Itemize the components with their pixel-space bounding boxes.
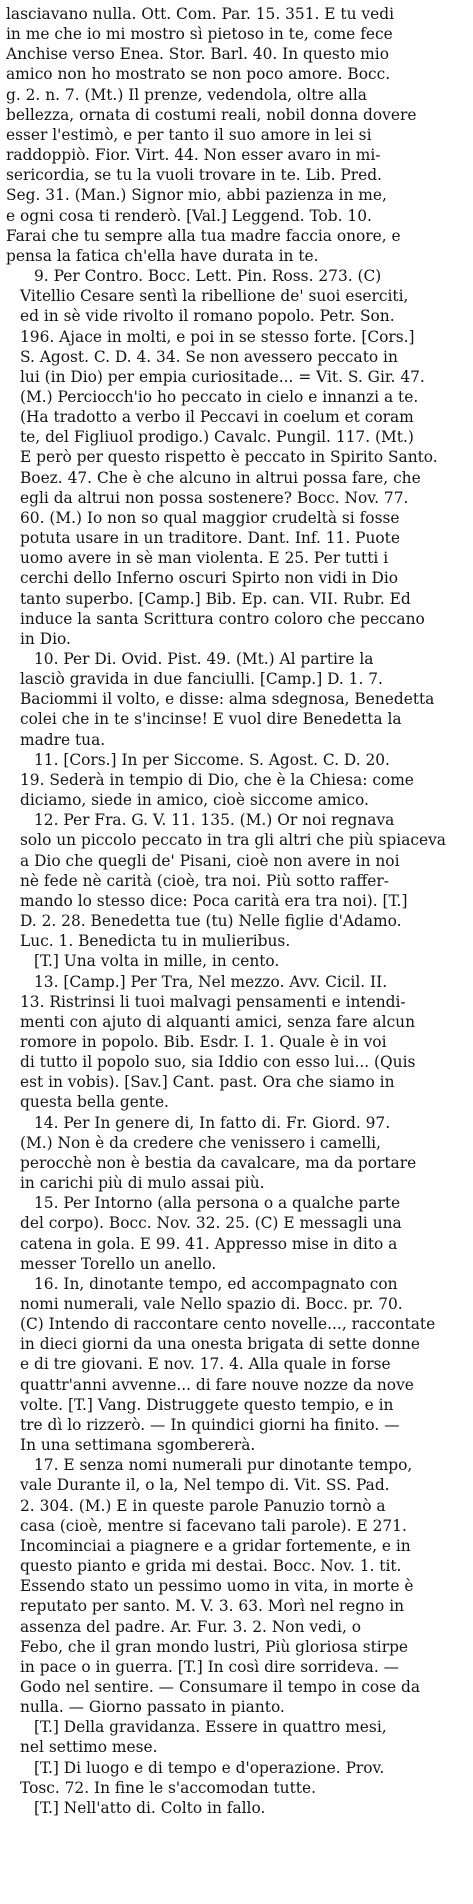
sense-14-in-genere-di [6, 1113, 463, 1194]
text-line: assenza del padre. Ar. Fur. 3. 2. Non vedi, o [20, 1617, 361, 1636]
text-line: e ogni cosa ti renderò. [Val.] Leggend. Tob. 10. [6, 206, 372, 225]
text-line: madre tua. [20, 730, 106, 749]
text-line: 2. 304. (M.) E in queste parole Panuzio tornò a [20, 1496, 386, 1515]
text-line: pensa la fatica ch'ella have durata in te. [6, 246, 319, 265]
text-line: lui (in Dio) per empia curiositade... = Vit. S. Gir. 47. [20, 367, 425, 386]
text-line: in carichi più di mulo assai più. [20, 1174, 265, 1193]
text-line: nè fede nè carità (cioè, tra noi. Più sotto raffer- [20, 871, 389, 890]
text-line: 16. In, dinotante tempo, ed accompagnato con [34, 1274, 398, 1293]
text-line: perocchè non è bestia da cavalcare, ma da portare [20, 1153, 417, 1172]
text-line: esser l'estimò, e per tanto il suo amore in lei si [6, 125, 372, 144]
text-line: nulla. — Giorno passato in pianto. [20, 1698, 285, 1717]
text-line: [T.] Di luogo e di tempo e d'operazione. Prov. [34, 1758, 385, 1777]
text-line: (M.) Non è da credere che venissero i camelli, [20, 1133, 381, 1152]
text-line: Godo nel sentire. — Consumare il tempo in cose da [20, 1677, 421, 1696]
text-line: Tosc. 72. In fine le s'accomodan tutte. [20, 1778, 316, 1797]
text-line: te, del Figliuol prodigo.) Cavalc. Pungil. 117. (Mt.) [20, 428, 414, 447]
sense-12-note [6, 951, 463, 971]
text-line: in dieci giorni da una onesta brigata di sette donne [20, 1335, 420, 1354]
text-line: vale Durante il, o la, Nel tempo di. Vit. SS. Pad. [20, 1476, 390, 1495]
text-line: [T.] Della gravidanza. Essere in quattro mesi, [34, 1718, 387, 1737]
text-line: E però per questo rispetto è peccato in Spirito Santo. [20, 448, 438, 467]
text-line: raddoppiò. Fior. Virt. 44. Non esser avaro in mi- [6, 146, 381, 165]
text-line: Luc. 1. Benedicta tu in mulieribus. [20, 932, 291, 951]
text-line: colei che in te s'incinse! E vuol dire Benedetta la [20, 710, 402, 729]
text-line: Boez. 47. Che è che alcuno in altrui possa fare, che [20, 468, 421, 487]
text-line: casa (cioè, mentre si facevano tali parole). E 271. [20, 1516, 407, 1535]
sense-12-per-fra [6, 810, 463, 951]
text-line: nel settimo mese. [20, 1738, 158, 1757]
text-line: Febo, che il gran mondo lustri, Più gloriosa stirpe [20, 1637, 409, 1656]
text-line: menti con ajuto di alquanti amici, senza fare alcun [20, 1012, 416, 1031]
text-line: Vitellio Cesare sentì la ribellione de' suoi eserciti, [20, 287, 409, 306]
text-line: Farai che tu sempre alla tua madre faccia onore, e [6, 226, 401, 245]
text-line: 19. Sederà in tempio di Dio, che è la Chiesa: come [20, 770, 414, 789]
entry-continuation [6, 4, 463, 266]
text-line: S. Agost. C. D. 4. 34. Se non avessero peccato in [20, 347, 398, 366]
text-line: lasciò gravida in due fanciulli. [Camp.] D. 1. 7. [20, 670, 383, 689]
sense-17-nell-atto-di [6, 1798, 463, 1818]
text-line: ed in sè vide rivolto il romano popolo. Petr. Son. [20, 307, 395, 326]
text-line: a Dio che quegli de' Pisani, cioè non avere in noi [20, 851, 400, 870]
text-line: 196. Ajace in molti, e poi in se stesso forte. [Cors.] [20, 327, 415, 346]
text-line: Essendo stato un pessimo uomo in vita, in morte è [20, 1577, 414, 1596]
text-line: [T.] Una volta in mille, in cento. [34, 952, 280, 971]
text-line: 14. Per In genere di, In fatto di. Fr. Giord. 97. [34, 1113, 391, 1132]
text-line: 9. Per Contro. Bocc. Lett. Pin. Ross. 273. (C) [34, 267, 382, 286]
text-line: catena in gola. E 99. 41. Appresso mise in dito a [20, 1234, 398, 1253]
text-line: di tutto il popolo suo, sia Iddio con esso lui... (Quis [20, 1053, 416, 1072]
text-line: 60. (M.) Io non so qual maggior crudeltà si fosse [20, 508, 400, 527]
text-line: In una settimana sgombererà. [20, 1436, 256, 1455]
text-line: quattr'anni avvenne... di fare nouve nozze da nove [20, 1375, 414, 1394]
text-line: 13. [Camp.] Per Tra, Nel mezzo. Avv. Cicil. II. [34, 972, 388, 991]
text-line: in Dio. [20, 629, 71, 648]
text-line: bellezza, ornata di costumi reali, nobil donna dovere [6, 105, 417, 124]
text-line: tanto superbo. [Camp.] Bib. Ep. can. VII. Rubr. Ed [20, 589, 411, 608]
text-line: Seg. 31. (Man.) Signor mio, abbi pazienza in me, [6, 186, 387, 205]
text-line: 10. Per Di. Ovid. Pist. 49. (Mt.) Al partire la [34, 650, 374, 668]
text-line: in pace o in guerra. [T.] In così dire sorrideva. — [20, 1657, 400, 1676]
text-line: 17. E senza nomi numerali pur dinotante tempo, [34, 1456, 413, 1475]
text-line: (M.) Perciocch'io ho peccato in cielo e innanzi a te. [20, 387, 419, 406]
text-line: (Ha tradotto a verbo il Peccavi in coelum et coram [20, 408, 414, 427]
text-line: D. 2. 28. Benedetta tue (tu) Nelle figlie d'Adamo. [20, 912, 402, 931]
text-line: questa bella gente. [20, 1093, 169, 1112]
text-line: cerchi dello Inferno oscuri Spirto non vidi in Dio [20, 569, 399, 588]
sense-16-dinotante-tempo [6, 1274, 463, 1455]
text-line: nomi numerali, vale Nello spazio di. Bocc. pr. 70. [20, 1295, 403, 1313]
sense-17-gravidanza [6, 1717, 463, 1757]
text-line: volte. [T.] Vang. Distruggete questo tempio, e in [20, 1395, 394, 1414]
text-line: induce la santa Scrittura contro coloro che peccano [20, 609, 425, 628]
text-line: e di tre giovani. E nov. 17. 4. Alla quale in forse [20, 1355, 391, 1374]
text-line: messer Torello un anello. [20, 1254, 217, 1273]
text-line: g. 2. n. 7. (Mt.) Il prenze, vedendola, oltre alla [6, 85, 367, 104]
text-line: reputato per santo. M. V. 3. 63. Morì nel regno in [20, 1597, 405, 1616]
sense-11-per-siccome [6, 750, 463, 810]
text-line: lasciavano nulla. Ott. Com. Par. 15. 351. E tu vedi [6, 5, 394, 23]
text-line: est in vobis). [Sav.] Cant. past. Ora che siamo in [20, 1073, 395, 1092]
text-line: uomo avere in sè man violenta. E 25. Per tutti i [20, 549, 389, 568]
text-line: Anchise verso Enea. Stor. Barl. 40. In questo mio [6, 45, 389, 64]
text-line: 15. Per Intorno (alla persona o a qualche parte [34, 1194, 401, 1213]
text-line: (C) Intendo di raccontare cento novelle..., raccontate [20, 1315, 436, 1334]
text-line: diciamo, siede in amico, cioè siccome amico. [20, 791, 369, 810]
sense-17-durante [6, 1455, 463, 1717]
sense-10-per-di [6, 649, 463, 750]
text-line: 12. Per Fra. G. V. 11. 135. (M.) Or noi regnava [34, 811, 395, 830]
text-line: solo un piccolo peccato in tra gli altri che più spiaceva [20, 831, 446, 850]
text-line: potuta usare in un traditore. Dant. Inf. 11. Puote [20, 529, 400, 548]
text-line: [T.] Nell'atto di. Colto in fallo. [34, 1798, 266, 1817]
text-line: mando lo stesso dice: Poca carità era tra noi). [T.] [20, 891, 408, 910]
sense-13-per-tra [6, 972, 463, 1113]
sense-15-per-intorno [6, 1193, 463, 1274]
sense-9-per-contro [6, 266, 463, 649]
text-line: tre dì lo rizzerò. — In quindici giorni ha finito. — [20, 1415, 400, 1434]
text-line: amico non ho mostrato se non poco amore. Bocc. [6, 65, 391, 84]
text-line: 13. Ristrinsi li tuoi malvagi pensamenti e intendi- [20, 992, 406, 1011]
text-line: romore in popolo. Bib. Esdr. I. 1. Quale è in voi [20, 1032, 387, 1051]
text-line: egli da altrui non possa sostenere? Bocc. Nov. 77. [20, 488, 409, 507]
text-line: in me che io mi mostro sì pietoso in te, come fece [6, 25, 393, 44]
text-line: Baciommi il volto, e disse: alma sdegnosa, Benedetta [20, 690, 435, 709]
text-line: sericordia, se tu la vuoli trovare in te. Lib. Pred. [6, 166, 382, 185]
text-line: questo pianto e grida mi destai. Bocc. Nov. 1. tit. [20, 1557, 402, 1576]
text-line: del corpo). Bocc. Nov. 32. 25. (C) E messagli una [20, 1214, 402, 1233]
text-line: 11. [Cors.] In per Siccome. S. Agost. C. D. 20. [34, 750, 390, 769]
sense-17-luogo-tempo [6, 1758, 463, 1798]
text-line: Incominciai a piagnere e a gridar fortemente, e in [20, 1536, 411, 1555]
